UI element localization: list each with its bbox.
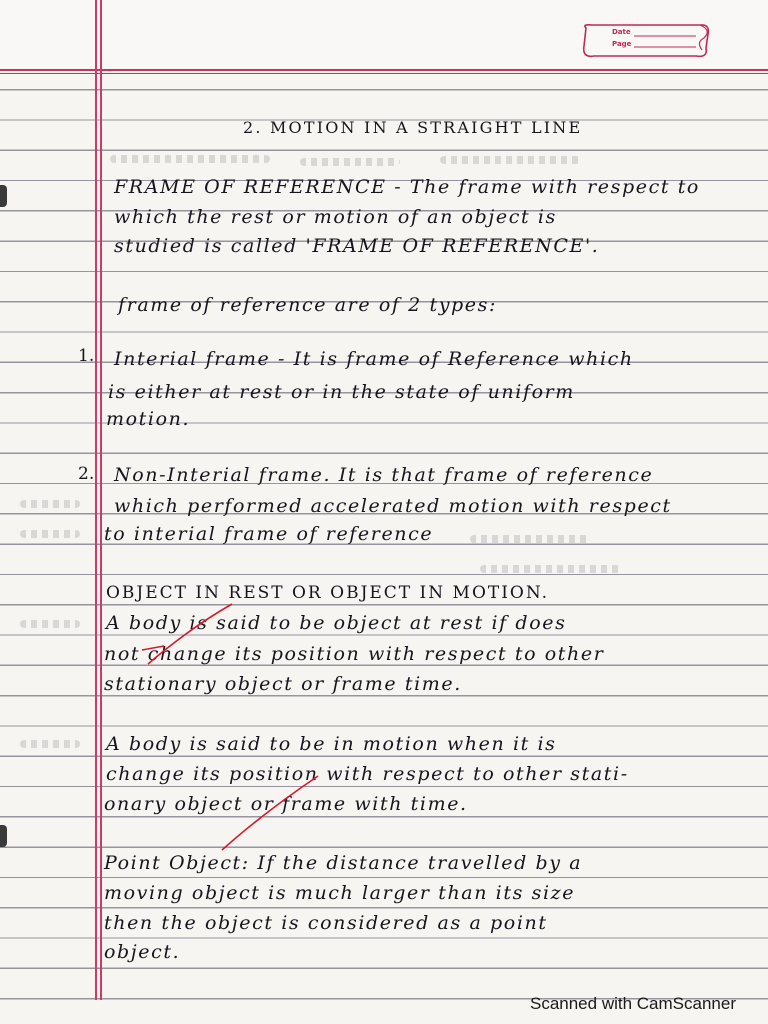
non-interial-frame-line-3: to interial frame of reference [104, 523, 434, 545]
point-object-line-2: moving object is much larger than its size [104, 882, 576, 904]
frame-of-reference-line-2: which the rest or motion of an object is [114, 206, 557, 228]
red-tick-stroke [148, 604, 232, 664]
camscanner-footer: Scanned with CamScanner [529, 994, 736, 1013]
non-interial-frame-line-2: which performed accelerated motion with respect [114, 495, 672, 517]
types-intro: frame of reference are of 2 types: [118, 294, 498, 316]
interial-frame-line-2: is either at rest or in the state of uniform [108, 381, 575, 403]
motion-definition-line-3: onary object or frame with time. [104, 793, 468, 815]
frame-of-reference-line-1: FRAME OF REFERENCE - The frame with respect to [114, 176, 700, 198]
frame-of-reference-line-3: studied is called 'FRAME OF REFERENCE'. [114, 235, 600, 257]
date-label: Date [612, 28, 631, 36]
interial-frame-line-1: Interial frame - It is frame of Reference which [114, 348, 634, 370]
page-title: 2. MOTION IN A STRAIGHT LINE [243, 118, 583, 137]
page-label: Page [612, 40, 632, 48]
point-object-line-1: Point Object: If the distance travelled by a [104, 852, 583, 874]
rest-definition-line-1: A body is said to be object at rest if does [106, 612, 567, 634]
non-interial-frame-line-1: Non-Interial frame. It is that frame of reference [114, 464, 654, 486]
red-tick-stroke [142, 646, 164, 650]
motion-definition-line-1: A body is said to be in motion when it is [106, 733, 557, 755]
point-object-line-4: object. [104, 941, 181, 963]
object-rest-motion-heading: OBJECT IN REST OR OBJECT IN MOTION. [106, 583, 550, 603]
list-number-1: 1. [78, 346, 95, 366]
list-number-2: 2. [78, 464, 95, 484]
red-tick-stroke [222, 776, 318, 850]
motion-definition-line-2: change its position with respect to other stati- [106, 763, 629, 785]
point-object-line-3: then the object is considered as a point [104, 912, 548, 934]
rest-definition-line-2: not change its position with respect to other [104, 643, 605, 665]
rest-definition-line-3: stationary object or frame time. [104, 673, 462, 695]
interial-frame-line-3: motion. [106, 408, 191, 430]
